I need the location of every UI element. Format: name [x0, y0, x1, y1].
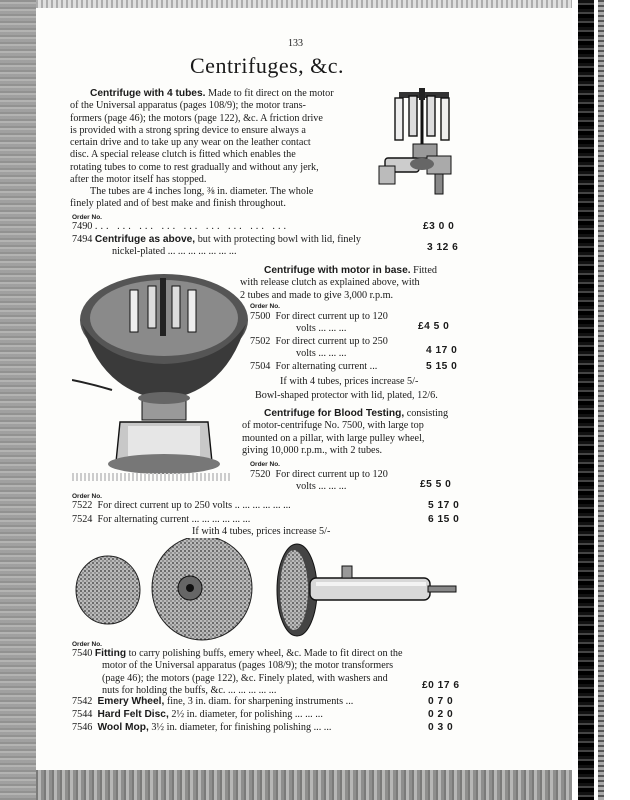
price: 6 15 0 — [428, 514, 460, 525]
scan-edge-bottom — [36, 770, 576, 800]
tubes-line: finely plated and of best make and finish throughout. — [70, 198, 286, 210]
blood-testing-heading: Centrifuge for Blood Testing, — [264, 408, 405, 419]
scan-edge-right — [572, 0, 630, 800]
price: £3 0 0 — [423, 221, 455, 232]
item-7500 — [250, 311, 388, 323]
item-description: For direct current up to 250 volts .. ... ... ... ... ... — [97, 500, 291, 511]
intro-line: of the Universal apparatus (pages 108/9); the motor trans- — [70, 100, 306, 112]
item-7500-line2: volts ... ... ... — [296, 323, 347, 334]
item-description: For direct current up to 120 — [275, 469, 388, 480]
item-7546 — [72, 722, 331, 734]
price: 3 12 6 — [427, 242, 459, 253]
item-description: For direct current up to 120 — [275, 311, 388, 322]
order-no-label: Order No. — [250, 303, 280, 310]
motor-base-heading: Centrifuge with motor in base. — [264, 265, 411, 276]
order-number: 7500 — [250, 311, 271, 322]
tubes-paragraph — [70, 186, 360, 211]
intro-line: certain drive and to take up any wear on the leather contact — [70, 137, 311, 149]
price: 5 17 0 — [428, 500, 460, 511]
blood-line: mounted on a pillar, with large pulley wheel, — [242, 432, 425, 444]
order-number: 7494 — [72, 234, 93, 245]
item-7504 — [250, 361, 377, 373]
item-description: fine, 3 in. diam. for sharpening instruments ... — [166, 696, 354, 707]
intro-paragraph — [70, 88, 370, 186]
leader-dots: ... ... ... ... ... ... ... ... ... — [94, 221, 290, 232]
item-7522 — [72, 500, 291, 512]
order-number: 7544 — [72, 709, 93, 720]
intro-line: is provided with a strong spring device to ensure always a — [70, 124, 306, 136]
scan-edge-top — [36, 0, 576, 8]
four-tubes-note: If with 4 tubes, prices increase 5/- — [280, 376, 419, 387]
item-name: Emery Wheel, — [97, 696, 165, 707]
blood-testing-paragraph — [242, 408, 487, 457]
four-tubes-note-2: If with 4 tubes, prices increase 5/- — [192, 526, 331, 537]
price: 5 15 0 — [426, 361, 458, 372]
page-number: 133 — [288, 38, 303, 49]
price: 0 7 0 — [428, 696, 454, 707]
price: £4 5 0 — [418, 321, 450, 332]
item-7544 — [72, 709, 323, 721]
order-number: 7546 — [72, 722, 93, 733]
intro-line: rotating tubes to come to rest gradually and without any jerk, — [70, 161, 319, 173]
item-7490 — [72, 221, 289, 233]
page-title: Centrifuges, &c. — [190, 53, 345, 78]
scan-edge-left — [0, 0, 36, 800]
order-number: 7542 — [72, 696, 93, 707]
item-description: nuts for holding the buffs, &c. ... ... ... ... ... — [102, 684, 277, 696]
order-no-label: Order No. — [72, 214, 102, 221]
item-7502 — [250, 336, 388, 348]
price: £5 5 0 — [420, 479, 452, 490]
blood-line: consisting — [406, 408, 449, 419]
intro-line: Made to fit direct on the motor — [208, 88, 334, 99]
item-description: motor of the Universal apparatus (pages 108/9); the motor transformers — [102, 660, 394, 672]
item-7524 — [72, 514, 250, 526]
bowl-centrifuge-illustration — [72, 262, 252, 487]
item-description: 3½ in. diameter, for finishing polishing ... ... — [151, 722, 332, 733]
order-no-label: Order No. — [72, 493, 102, 500]
order-number: 7540 — [72, 648, 93, 659]
tubes-line: The tubes are 4 inches long, ⅜ in. diameter. The whole — [90, 186, 314, 197]
item-description: to carry polishing buffs, emery wheel, &c. Made to fit direct on the — [128, 648, 403, 659]
order-number: 7490 — [72, 221, 93, 232]
item-7542 — [72, 696, 353, 708]
motor-base-line: Fitted — [413, 265, 437, 276]
order-no-label: Order No. — [250, 461, 280, 468]
item-name: Hard Felt Disc, — [97, 709, 169, 720]
price: 4 17 0 — [426, 345, 458, 356]
order-number: 7520 — [250, 469, 271, 480]
item-7502-line2: volts ... ... ... — [296, 348, 347, 359]
order-number: 7502 — [250, 336, 271, 347]
motor-base-line: 2 tubes and made to give 3,000 r.p.m. — [240, 289, 394, 301]
order-no-label: Order No. — [72, 641, 102, 648]
intro-line: formers (page 46); the motors (page 122), &c. A friction drive — [70, 112, 323, 124]
blood-line: giving 10,000 r.p.m., with 2 tubes. — [242, 444, 383, 456]
item-7520 — [250, 469, 388, 481]
item-7520-line2: volts ... ... ... — [296, 481, 347, 492]
item-description: 2½ in. diameter, for polishing ... ... ... — [171, 709, 323, 720]
blood-line: of motor-centrifuge No. 7500, with large top — [242, 420, 424, 432]
order-number: 7524 — [72, 514, 93, 525]
motor-base-paragraph — [240, 265, 488, 302]
polishing-accessories-illustration — [72, 538, 472, 642]
item-description: For alternating current ... — [275, 361, 378, 372]
price: 0 3 0 — [428, 722, 454, 733]
price: 0 2 0 — [428, 709, 454, 720]
item-description: For direct current up to 250 — [275, 336, 388, 347]
intro-line: disc. A special release clutch is fitted which enables the — [70, 149, 296, 161]
item-description: For alternating current ... ... ... ... ... ... — [97, 514, 251, 525]
item-description: but with protecting bowl with lid, finely — [197, 234, 361, 245]
item-description: (page 46); the motors (page 122), &c. Finely plated, with washers and — [102, 672, 388, 684]
order-number: 7504 — [250, 361, 271, 372]
item-7494 — [72, 234, 361, 246]
bowl-protector-note: Bowl-shaped protector with lid, plated, 12/6. — [255, 390, 438, 401]
item-name: Fitting — [94, 648, 127, 659]
motor-base-line: with release clutch as explained above, with — [240, 277, 420, 289]
intro-heading: Centrifuge with 4 tubes. — [90, 88, 206, 99]
intro-line: after the motor itself has stopped. — [70, 174, 207, 186]
order-number: 7522 — [72, 500, 93, 511]
centrifuge-4-tubes-illustration — [375, 78, 470, 198]
item-name: Wool Mop, — [97, 722, 149, 733]
item-7540 — [72, 648, 468, 697]
item-name: Centrifuge as above, — [94, 234, 196, 245]
item-7494-line2: nickel-plated ... ... ... ... ... ... ... — [112, 246, 237, 257]
price: £0 17 6 — [422, 680, 460, 691]
